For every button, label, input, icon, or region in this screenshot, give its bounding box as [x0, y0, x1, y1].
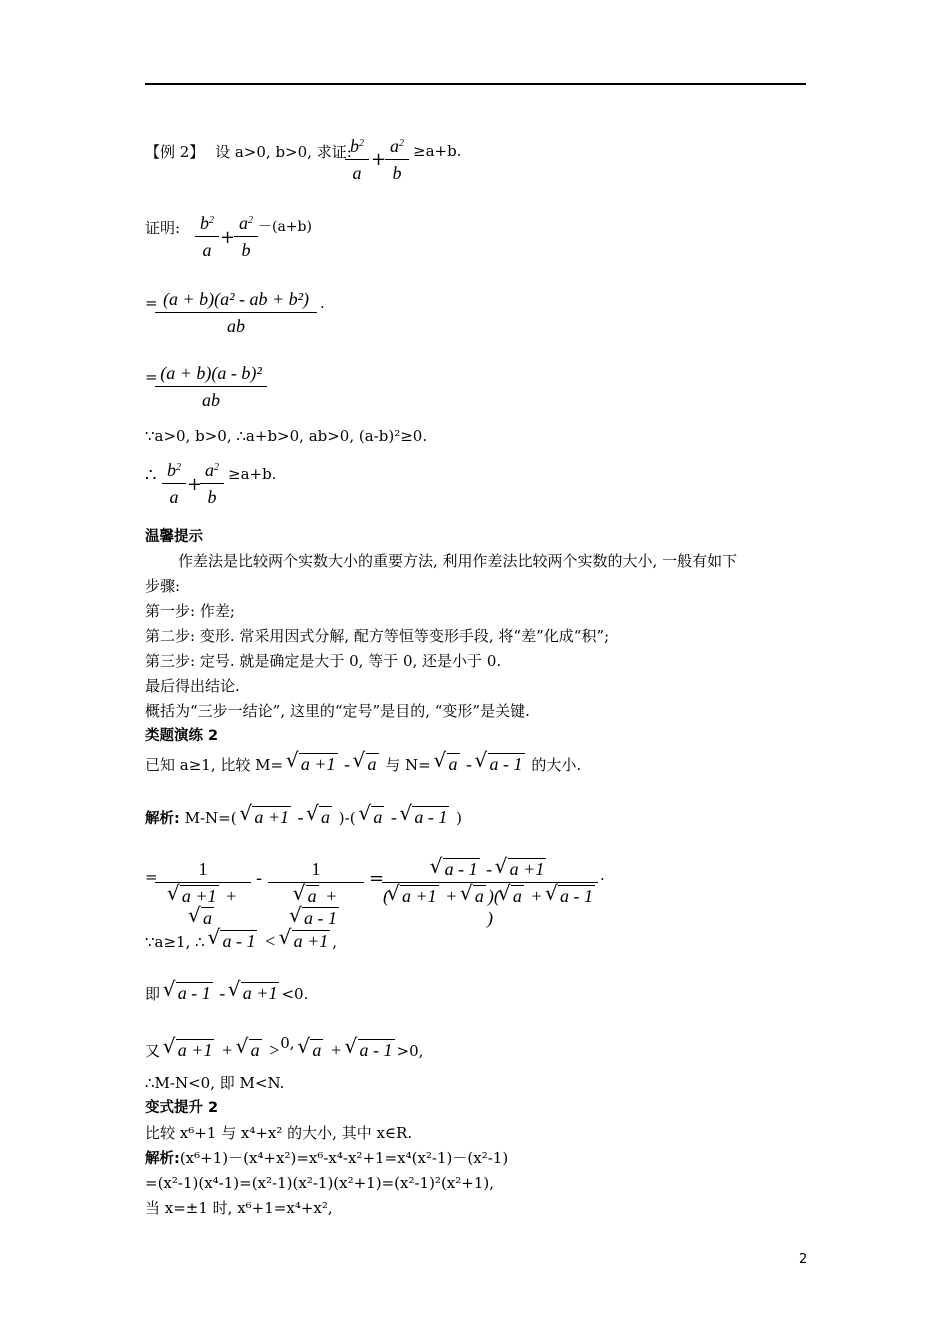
page-number: 2	[799, 1252, 808, 1267]
practice-ji: 即 √ a - 1 - √ a +1 <0.	[145, 982, 308, 1004]
therefore-fraction-2: $a^2$ b	[200, 457, 224, 508]
practice-heading: 类题演练 2	[145, 728, 219, 744]
therefore-plus: +	[187, 474, 203, 495]
practice-dot: .	[600, 866, 605, 884]
therefore-fraction-1: $b^2$ a	[162, 457, 186, 508]
practice-because: ∵a≥1, ∴ √ a - 1 < √ a +1 ,	[145, 930, 337, 952]
practice-solution-line: 解析: M-N=( √ a +1 - √ a )-( √ a - √ a - 1 )	[145, 806, 462, 829]
practice-eq-2: =	[369, 868, 385, 889]
example-fraction-1: $b^2$ a	[345, 133, 369, 184]
practice-frac-3: √ a - 1 - √ a +1 (√ a +1 + √ a )(√ a + √ a - 1)	[382, 858, 598, 929]
proof-fraction-1: $b^2$ a	[195, 210, 219, 261]
practice-you: 又 √ a +1 + √ a >0, √ a + √ a - 1 >0,	[145, 1033, 423, 1061]
example-2-line	[145, 142, 352, 162]
step1-dot: .	[320, 294, 325, 312]
tip-step-2: 第二步: 变形. 常采用因式分解, 配方等恒等变形手段, 将“差”化成“积”;	[145, 627, 610, 645]
therefore-tail: ≥a+b.	[228, 465, 277, 483]
tip-para-1a: 作差法是比较两个实数大小的重要方法, 利用作差法比较两个实数的大小, 一般有如下	[178, 552, 738, 570]
practice-frac-1: 1 √ a +1 + √ a	[155, 858, 251, 929]
step2-equals: =	[145, 368, 158, 386]
proof-tail: －(a+b)	[258, 219, 312, 235]
proof-because: ∵a>0, b>0, ∴a+b>0, ab>0, (a-b)²≥0.	[145, 427, 428, 445]
variant-solution-2: =(x²-1)(x⁴-1)=(x²-1)(x²-1)(x²+1)=(x²-1)²(x²+1),	[145, 1174, 495, 1192]
practice-minus: -	[256, 868, 263, 889]
variant-question: 比较 x⁶+1 与 x⁴+x² 的大小, 其中 x∈R.	[145, 1124, 413, 1142]
variant-solution-3: 当 x=±1 时, x⁶+1=x⁴+x²,	[145, 1199, 333, 1217]
example-text: 设 a>0, b>0, 求证:	[215, 143, 352, 161]
variant-solution-1: 解析:(x⁶+1)－(x⁴+x²)=x⁶-x⁴-x²+1=x⁴(x²-1)－(x²-1)	[145, 1149, 509, 1167]
practice-conclusion: ∴M-N<0, 即 M<N.	[145, 1074, 285, 1092]
tip-step-3: 第三步: 定号. 就是确定是大于 0, 等于 0, 还是小于 0.	[145, 652, 502, 670]
tip-summary: 概括为“三步一结论”, 这里的“定号”是目的, “变形”是关键.	[145, 702, 530, 720]
step2-fraction: (a + b)(a - b)² ab	[155, 362, 267, 411]
tip-heading: 温馨提示	[145, 529, 203, 545]
proof-therefore: ∴	[145, 465, 157, 486]
tip-final: 最后得出结论.	[145, 677, 240, 695]
step1-fraction: (a + b)(a² - ab + b²) ab	[155, 288, 317, 337]
practice-frac-2: 1 √ a + √ a - 1	[268, 858, 364, 929]
example-label: 【例 2】	[145, 143, 205, 161]
step1-equals: =	[145, 294, 158, 312]
tip-step-1: 第一步: 作差;	[145, 602, 235, 620]
example-tail: ≥a+b.	[413, 142, 462, 160]
variant-heading: 变式提升 2	[145, 1100, 219, 1116]
practice-eq-1: =	[145, 868, 158, 886]
proof-label: 证明:	[145, 219, 181, 237]
practice-question: 已知 a≥1, 比较 M= √ a +1 - √ a 与 N= √ a - √ a - 1 的大小.	[145, 753, 581, 775]
example-plus: +	[371, 149, 387, 170]
tip-para-1b: 步骤:	[145, 577, 181, 595]
example-fraction-2: $a^2$ b	[385, 133, 409, 184]
proof-plus: +	[220, 227, 236, 248]
proof-fraction-2: $a^2$ b	[234, 210, 258, 261]
header-rule	[145, 83, 806, 85]
